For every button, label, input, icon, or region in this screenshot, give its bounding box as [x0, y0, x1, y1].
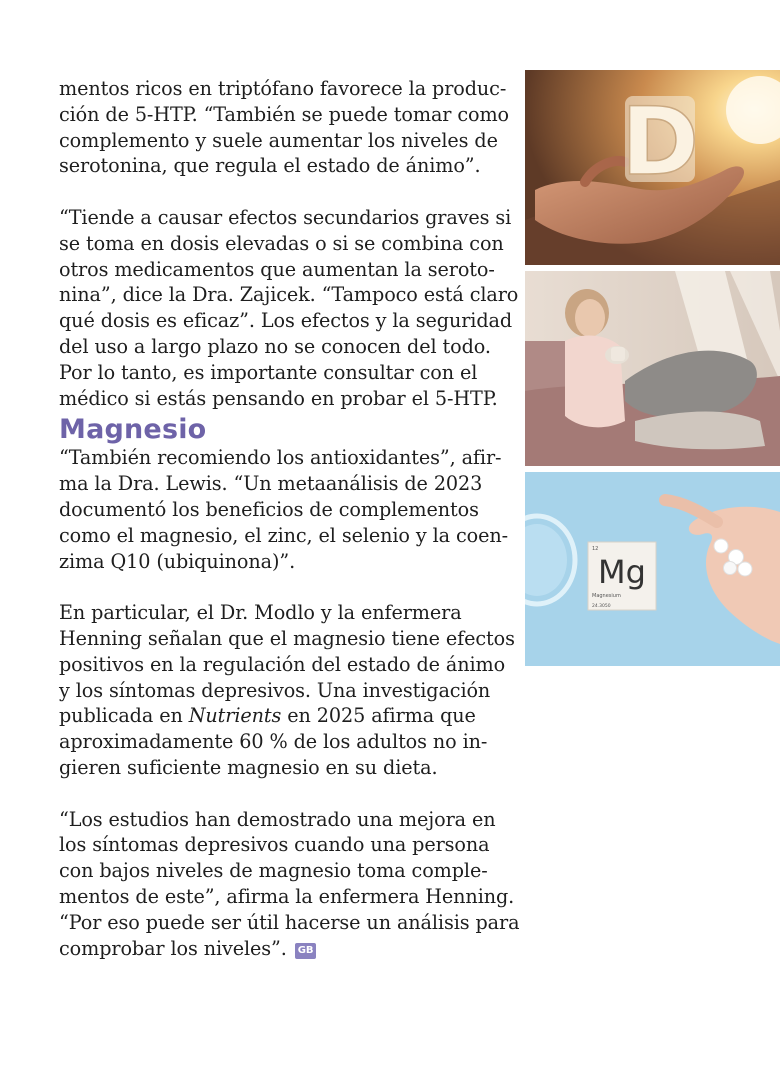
text-line: nina”, dice la Dra. Zajicek. “Tampoco está claro: [59, 283, 519, 307]
letter-d: D: [620, 88, 700, 197]
text-line-end: comprobar los niveles”.: [59, 936, 287, 960]
paragraph-1: [59, 76, 509, 179]
journal-name: Nutrients: [188, 704, 282, 728]
paragraph-3: [59, 445, 508, 574]
article-body: [59, 76, 520, 961]
text-line: con bajos niveles de magnesio toma comple-: [59, 859, 488, 883]
text-line: otros medicamentos que aumentan la seroto-: [59, 257, 495, 281]
text-line: mentos de este”, afirma la enfermera Henning.: [59, 884, 515, 908]
text-line: aproximadamente 60 % de los adultos no in-: [59, 730, 488, 754]
text-line: gieren suficiente magnesio en su dieta.: [59, 755, 438, 779]
text-line: se toma en dosis elevadas o si se combina con: [59, 231, 504, 255]
paragraph-2: [59, 205, 519, 411]
text-line: positivos en la regulación del estado de ánimo: [59, 652, 506, 676]
woman-relaxing-illustration: [525, 271, 780, 466]
paragraph-5: [59, 807, 520, 962]
end-badge: GB: [295, 943, 317, 959]
text-line: documentó los beneficios de complementos: [59, 497, 479, 521]
text-line: En particular, el Dr. Modlo y la enfermera: [59, 601, 462, 625]
text-line: como el magnesio, el zinc, el selenio y la coen-: [59, 523, 508, 547]
text-line: serotonina, que regula el estado de ánimo”.: [59, 154, 481, 178]
text-line: ción de 5-HTP. “También se puede tomar como: [59, 102, 509, 126]
text-line: mentos ricos en triptófano favorece la produc-: [59, 77, 507, 100]
text-line: qué dosis es eficaz”. Los efectos y la seguridad: [59, 309, 513, 333]
text-line: del uso a largo plazo no se conocen del todo.: [59, 334, 491, 358]
element-name: Magnesium: [592, 593, 621, 599]
text-line: zima Q10 (ubiquinona)”.: [59, 549, 296, 573]
photo-woman-relaxing: [525, 271, 780, 466]
text-line: complemento y suele aumentar los niveles de: [59, 128, 498, 152]
text-line: y los síntomas depresivos. Una investigación: [59, 678, 491, 702]
text-line: Por lo tanto, es importante consultar con el: [59, 360, 478, 384]
vitamin-d-illustration: [525, 70, 780, 265]
text-line: “También recomiendo los antioxidantes”, afir-: [59, 446, 502, 470]
letter-d-block: [621, 88, 699, 197]
photo-magnesium: [525, 472, 780, 666]
text-line: Henning señalan que el magnesio tiene efectos: [59, 626, 515, 650]
text-line: médico si estás pensando en probar el 5-HTP.: [59, 386, 498, 410]
photo-vitamin-d-hand: [525, 70, 780, 265]
text-line: “Tiende a causar efectos secundarios graves si: [59, 205, 512, 229]
text-line-last: [59, 936, 505, 962]
atomic-mass: 24.3050: [592, 604, 611, 609]
text-line: “Por eso puede ser útil hacerse un análisis para: [59, 910, 520, 934]
section-heading-magnesio: Magnesio: [59, 414, 207, 446]
text-line: “Los estudios han demostrado una mejora en: [59, 807, 496, 831]
element-symbol: Mg: [598, 553, 646, 591]
element-tile-mg: [588, 542, 656, 610]
paragraph-4: [59, 600, 515, 781]
atomic-number: 12: [592, 546, 599, 552]
text-line: ma la Dra. Lewis. “Un metaanálisis de 2023: [59, 472, 483, 496]
text-line-with-italic: publicada en Nutrients en 2025 afirma que: [59, 704, 476, 728]
magnesium-illustration: [525, 472, 780, 666]
text-line: los síntomas depresivos cuando una persona: [59, 833, 490, 857]
